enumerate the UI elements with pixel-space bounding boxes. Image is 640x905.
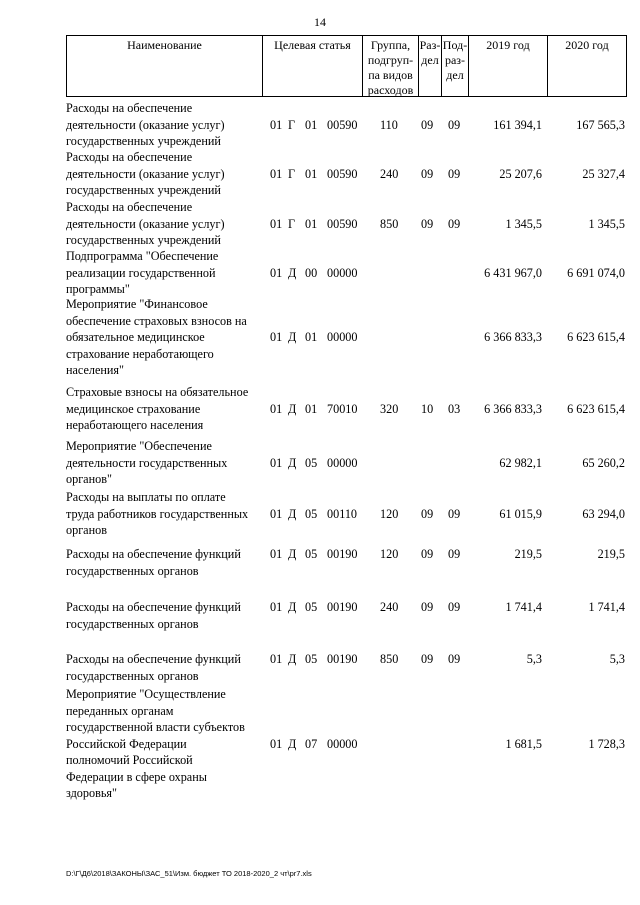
- row-name-line: медицинское страхование: [66, 401, 201, 416]
- section-code: 10: [421, 401, 434, 416]
- target-code-program: 01: [270, 736, 283, 751]
- row-name-line: государственных органов: [66, 668, 199, 683]
- amount-2019: 5,3: [526, 652, 542, 666]
- header-year-2019: [469, 36, 548, 96]
- target-code-event: 01: [305, 216, 318, 231]
- row-name-line: полномочий Российской: [66, 753, 193, 767]
- amount-2020: 1 741,4: [588, 600, 625, 614]
- expense-group: 850: [380, 652, 399, 666]
- section-code: 09: [421, 117, 434, 132]
- amount-2020: 63 294,0: [582, 506, 625, 521]
- row-name-line: Мероприятие "Обеспечение: [66, 439, 212, 453]
- amount-2019: 6 366 833,3: [484, 330, 542, 344]
- header-group-line: подгруп-: [367, 53, 414, 67]
- row-name: [66, 546, 266, 579]
- amount-2020: 219,5: [597, 547, 625, 561]
- header-target-article-label: Целевая статья: [274, 38, 351, 52]
- target-code-subprogram: Д: [288, 455, 297, 470]
- row-name-line: Мероприятие "Осуществление: [66, 687, 226, 701]
- expense-group: 120: [380, 506, 399, 521]
- row-name: [66, 384, 266, 434]
- section-code: 09: [421, 166, 434, 181]
- page-number: 14: [314, 15, 326, 29]
- row-name: [66, 100, 266, 150]
- header-name-label: Наименование: [127, 38, 202, 52]
- target-code-subprogram: Д: [288, 506, 297, 521]
- target-code-event: 00: [305, 265, 318, 280]
- target-code-event: 01: [305, 330, 318, 344]
- row-name-line: деятельности (оказание услуг): [66, 216, 225, 231]
- header-year-2019-label: 2019 год: [486, 38, 530, 52]
- target-code-event: 01: [305, 401, 318, 416]
- section-code: 09: [421, 547, 434, 561]
- row-name-line: Расходы на выплаты по оплате: [66, 490, 226, 504]
- target-code-program: 01: [270, 600, 283, 614]
- target-code-direction: 00000: [327, 736, 358, 751]
- target-code-direction: 00000: [327, 265, 358, 280]
- row-name-line: Мероприятие "Финансовое: [66, 297, 208, 311]
- row-name-line: переданных органам: [66, 703, 174, 718]
- target-code-direction: 70010: [327, 401, 358, 416]
- row-name-line: обеспечение страховых взносов на: [66, 313, 247, 328]
- row-name-line: Расходы на обеспечение: [66, 101, 193, 115]
- target-code-event: 05: [305, 547, 318, 561]
- target-code-subprogram: Г: [288, 166, 296, 181]
- row-name-line: Федерации в сфере охраны: [66, 769, 207, 784]
- row-name-line: Расходы на обеспечение функций: [66, 652, 241, 666]
- expense-group: 110: [380, 117, 398, 132]
- row-name: [66, 438, 266, 488]
- target-code-program: 01: [270, 547, 283, 561]
- row-name: [66, 489, 266, 539]
- amount-2020: 25 327,4: [582, 166, 625, 181]
- target-code-subprogram: Д: [288, 330, 297, 344]
- subsection-code: 09: [448, 652, 461, 666]
- row-name-line: органов: [66, 523, 107, 537]
- row-name-line: Расходы на обеспечение: [66, 150, 193, 164]
- row-name-line: реализации государственной: [66, 265, 216, 280]
- row-name-line: здоровья": [66, 786, 117, 800]
- row-name: [66, 686, 266, 802]
- subsection-code: 09: [448, 216, 461, 231]
- target-code-direction: 00000: [327, 455, 358, 470]
- section-code: 09: [421, 600, 434, 614]
- header-year-2020: [548, 36, 626, 96]
- target-code-subprogram: Д: [288, 265, 297, 280]
- amount-2020: 1 728,3: [588, 736, 625, 751]
- row-name-line: страхование неработающего: [66, 346, 214, 361]
- header-section-line: Раз-: [419, 38, 441, 52]
- target-code-event: 05: [305, 600, 318, 614]
- row-name-line: населения": [66, 363, 125, 377]
- subsection-code: 09: [448, 506, 461, 521]
- header-section-line: дел: [421, 53, 439, 67]
- row-name-line: деятельности (оказание услуг): [66, 117, 225, 132]
- header-group-line: расходов: [367, 83, 414, 97]
- row-name-line: Российской Федерации: [66, 736, 187, 751]
- row-name-line: Расходы на обеспечение функций: [66, 600, 241, 614]
- amount-2019: 62 982,1: [499, 455, 542, 470]
- row-name-line: Расходы на обеспечение функций: [66, 547, 241, 561]
- target-code-subprogram: Г: [288, 117, 296, 132]
- target-code-event: 01: [305, 166, 318, 181]
- subsection-code: 09: [448, 600, 461, 614]
- row-name: [66, 599, 266, 632]
- header-target-article: [263, 36, 363, 96]
- row-name: [66, 199, 266, 249]
- expense-group: 240: [380, 600, 399, 614]
- target-code-event: 05: [305, 455, 318, 470]
- row-name-line: государственных учреждений: [66, 183, 221, 197]
- row-name: [66, 248, 266, 298]
- header-subsection-line: раз-: [444, 53, 466, 67]
- target-code-program: 01: [270, 652, 283, 666]
- row-name-line: Расходы на обеспечение: [66, 200, 193, 214]
- amount-2019: 1 741,4: [505, 600, 542, 614]
- amount-2020: 167 565,3: [576, 117, 625, 132]
- target-code-subprogram: Д: [288, 652, 297, 666]
- amount-2019: 161 394,1: [493, 117, 542, 132]
- amount-2019: 6 366 833,3: [484, 401, 542, 416]
- header-group-line: па видов: [368, 68, 413, 82]
- subsection-code: 09: [448, 547, 461, 561]
- target-code-direction: 00110: [327, 506, 358, 521]
- amount-2020: 65 260,2: [582, 455, 625, 470]
- amount-2020: 5,3: [609, 652, 625, 666]
- target-code-direction: 00590: [327, 117, 358, 132]
- target-code-program: 01: [270, 330, 283, 344]
- subsection-code: 03: [448, 401, 461, 416]
- target-code-direction: 00000: [327, 330, 358, 344]
- target-code-direction: 00190: [327, 652, 358, 666]
- amount-2019: 1 345,5: [505, 216, 542, 231]
- header-name: [67, 36, 263, 96]
- target-code-direction: 00590: [327, 166, 358, 181]
- target-code-program: 01: [270, 455, 283, 470]
- row-name: [66, 651, 266, 684]
- row-name-line: государственных органов: [66, 563, 199, 578]
- target-code-program: 01: [270, 401, 283, 416]
- amount-2019: 61 015,9: [499, 506, 542, 521]
- header-group-line: Группа,: [370, 38, 411, 52]
- row-name-line: деятельности (оказание услуг): [66, 166, 225, 181]
- row-name-line: обязательное медицинское: [66, 330, 205, 344]
- target-code-program: 01: [270, 166, 283, 181]
- row-name-line: Страховые взносы на обязательное: [66, 385, 249, 399]
- amount-2019: 25 207,6: [499, 166, 542, 181]
- row-name-line: органов": [66, 472, 112, 486]
- target-code-subprogram: Г: [288, 216, 296, 231]
- amount-2020: 6 623 615,4: [567, 401, 625, 416]
- target-code-event: 01: [305, 117, 318, 132]
- row-name: [66, 296, 266, 379]
- subsection-code: 09: [448, 117, 461, 132]
- section-code: 09: [421, 216, 434, 231]
- expense-group: 120: [380, 547, 399, 561]
- row-name-line: деятельности государственных: [66, 455, 228, 470]
- target-code-subprogram: Д: [288, 401, 297, 416]
- target-code-program: 01: [270, 117, 283, 132]
- amount-2019: 6 431 967,0: [484, 265, 542, 280]
- target-code-direction: 00190: [327, 547, 358, 561]
- target-code-direction: 00190: [327, 600, 358, 614]
- expense-group: 320: [380, 401, 399, 416]
- row-name-line: государственной власти субъектов: [66, 720, 245, 734]
- row-name-line: неработающего населения: [66, 418, 204, 432]
- expense-group: 850: [380, 216, 399, 231]
- amount-2020: 6 691 074,0: [567, 265, 625, 280]
- row-name-line: государственных органов: [66, 616, 199, 631]
- section-code: 09: [421, 652, 434, 666]
- header-subsection: [442, 36, 469, 96]
- header-year-2020-label: 2020 год: [565, 38, 609, 52]
- amount-2019: 219,5: [514, 547, 542, 561]
- target-code-program: 01: [270, 265, 283, 280]
- expense-group: 240: [380, 166, 399, 181]
- section-code: 09: [421, 506, 434, 521]
- amount-2020: 1 345,5: [588, 216, 625, 231]
- target-code-event: 05: [305, 506, 318, 521]
- header-section: [419, 36, 442, 96]
- row-name-line: программы": [66, 282, 130, 296]
- header-group: [363, 36, 419, 96]
- target-code-subprogram: Д: [288, 736, 297, 751]
- target-code-program: 01: [270, 216, 283, 231]
- target-code-subprogram: Д: [288, 547, 297, 561]
- row-name: [66, 149, 266, 199]
- target-code-event: 05: [305, 652, 318, 666]
- row-name-line: государственных учреждений: [66, 134, 221, 148]
- table-header: [66, 35, 627, 97]
- header-subsection-line: Под-: [442, 38, 468, 52]
- file-path-footer: D:\Г\Д6\2018\ЗАКОНЫ\ЗАС_51\Изм. бюджет ТО 2018-2020_2 чт\pr7.xls: [66, 869, 312, 878]
- row-name-line: Подпрограмма "Обеспечение: [66, 249, 219, 263]
- amount-2019: 1 681,5: [505, 736, 542, 751]
- target-code-subprogram: Д: [288, 600, 297, 614]
- amount-2020: 6 623 615,4: [567, 330, 625, 344]
- row-name-line: труда работников государственных: [66, 506, 249, 521]
- target-code-direction: 00590: [327, 216, 358, 231]
- row-name-line: государственных учреждений: [66, 233, 221, 247]
- header-subsection-line: дел: [446, 68, 464, 82]
- subsection-code: 09: [448, 166, 461, 181]
- target-code-event: 07: [305, 736, 318, 751]
- target-code-program: 01: [270, 506, 283, 521]
